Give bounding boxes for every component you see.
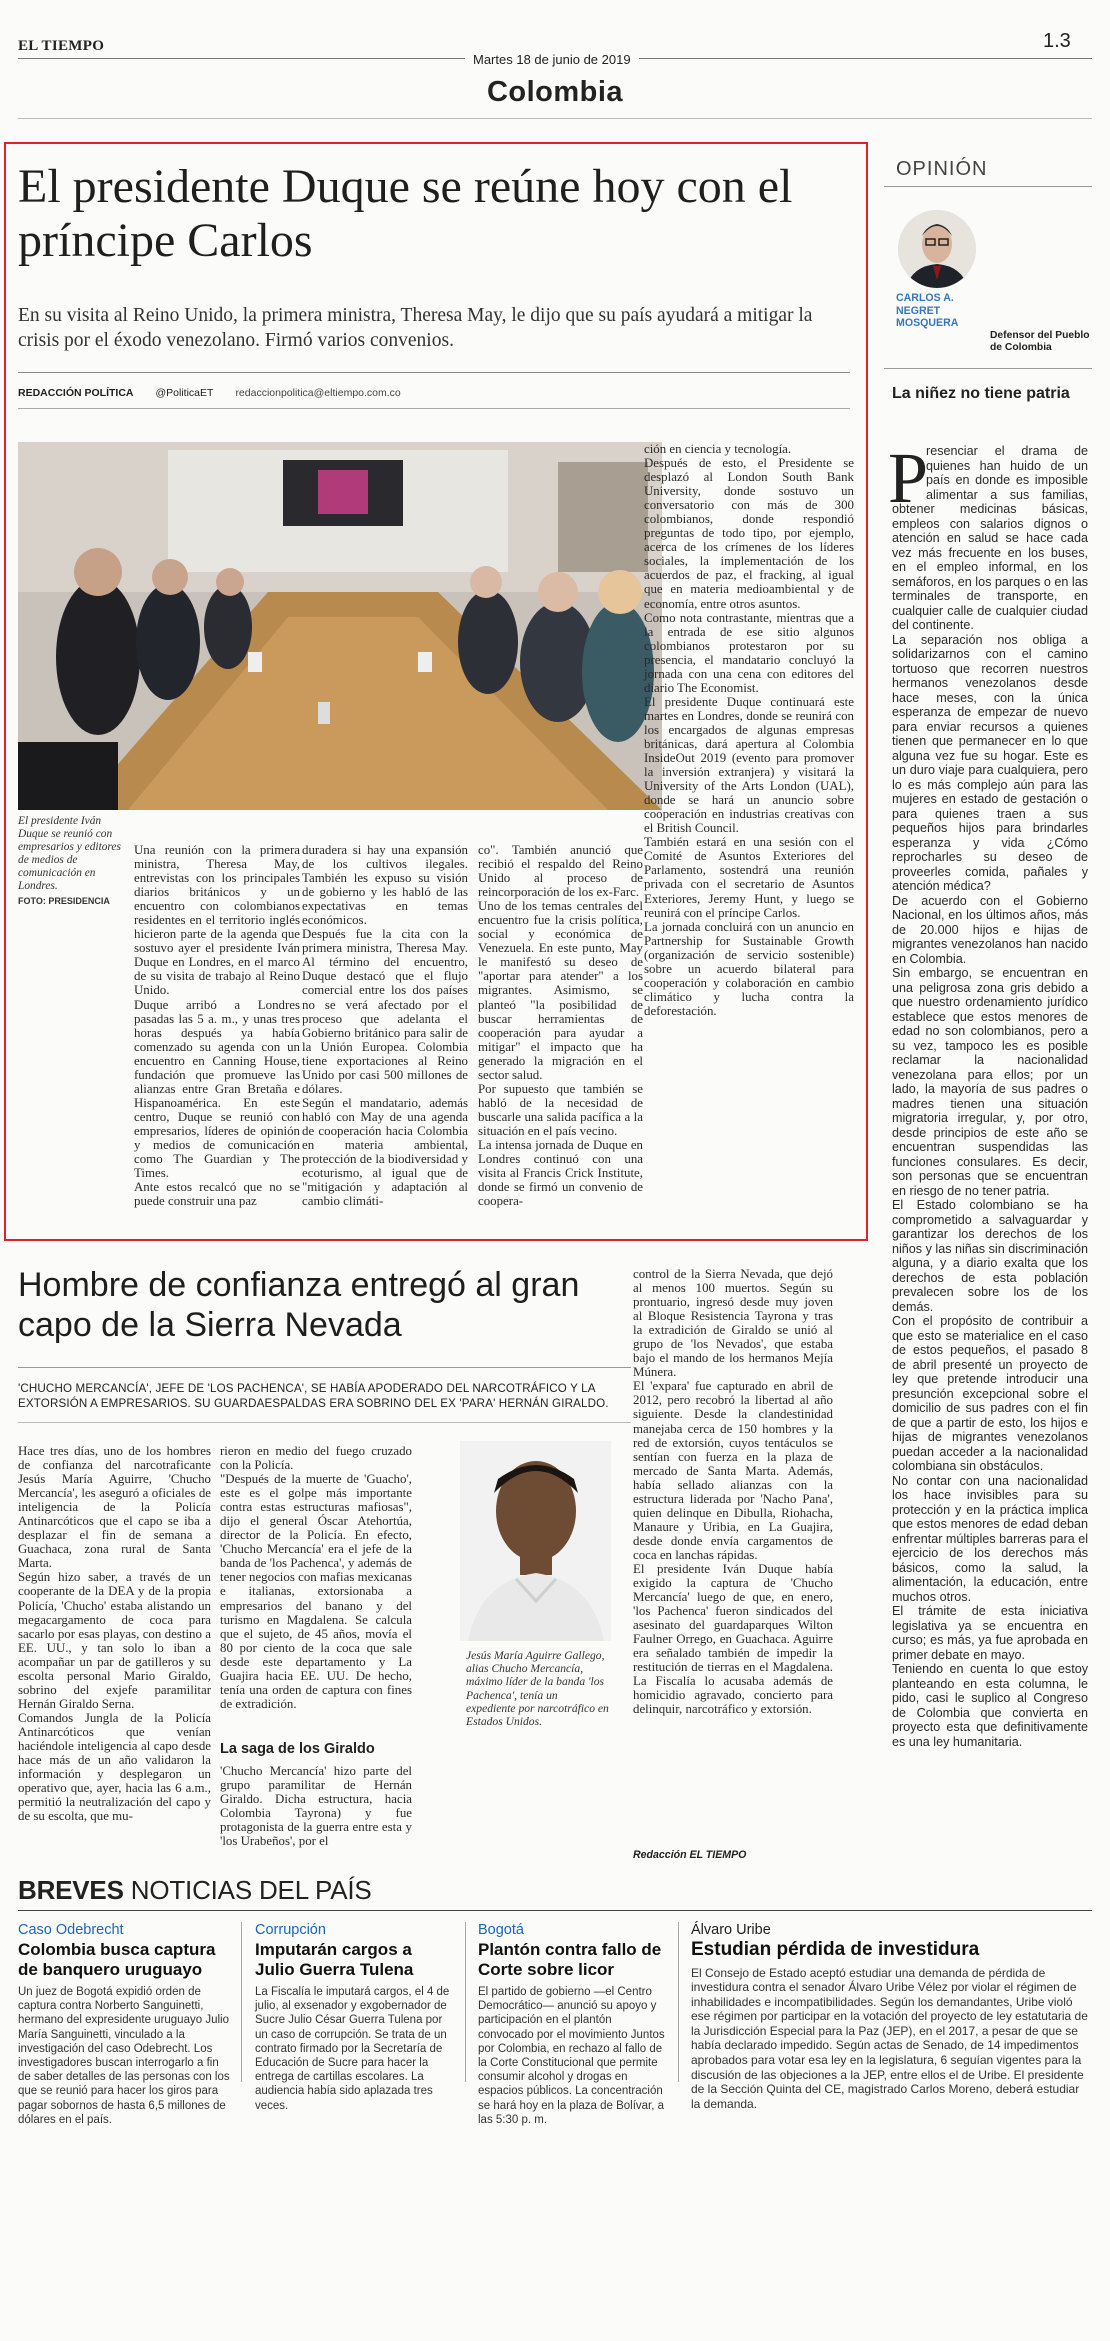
breve-body: El Consejo de Estado aceptó estudiar una demanda de pérdida de investidura contra el senador Álvaro Uribe Vélez por violar el régimen de inhabilidades e incompatibilidades. Según los demandantes, Uribe violó ese régimen por participar en la votación del proyecto de ley estatutaria de la Jurisdicción Especial para la Paz (JEP), en el 2017, a pesar de que se había declarado impedido. Según actas de Senado, de 14 impedimentos aprobados para votar esa ley en la legislatura, 6 seguían vigentes para la discusión de las objeciones a la JEP, entre ellos el de Uribe. El presidente de la Sección Quinta del CE, magistrado Carlos Moreno, deberá estudiar la demanda.	[691, 1965, 1088, 2111]
article-byline	[18, 387, 401, 399]
breves-title-bold: BREVES	[18, 1875, 124, 1905]
columnist-avatar	[898, 210, 976, 288]
opinion-body: resenciar el drama de quienes han huido de un país en donde es imposible alimentar a sus familias, obtener medicinas básicas, empleos con salarios dignos o atención en salud se hace cada vez más frecuente en los buses, en el empleo informal, en los semáforos, en los parques o en las terminales de transporte, en cualquier calle de cualquier ciudad del continente. La separación nos obliga a solidarizarnos con el camino tortuoso que recorren nuestros hermanos venezolanos desde hace meses, con la única esperanza de empezar de nuevo para enviar recursos a quienes tienen que permanecer en lo que alguna vez fue su hogar. Este es un duro viaje para cualquiera, pero lo es más complejo aún para las mujeres en estado de gestación o para quienes traen a sus pequeños hijos para brindarles esperanza y vida ¿Cómo reprocharles su deseo de proveerles comida, pañales y atención médica? De acuerdo con el Gobierno Nacional, en los últimos años, más de 20.000 hijos e hijas de migrantes venezolanos han nacido en Colombia. Sin embargo, se encuentran en una peligrosa zona gris debido a que nuestro ordenamiento jurídico establece que estos menores de edad no son colombianos, pero a su vez, tampoco les es posible reclamar la nacionalidad venezolana para ellos; por un lado, la mayoría de sus padres o madres tienen una situación migratoria irregular, y, por otro, desde principios de este año se encuentran suspendidas las funciones consulares. Es decir, son personas que se encuentran en riesgo de no tener patria. El Estado colombiano se ha comprometido a salvaguardar y garantizar los derechos de los niños y las niñas sin discriminación alguna, y a diario exalta que los derechos de esta población prevalecen sobre los de los demás. Con el propósito de contribuir a que esto se materialice en el caso de estos pequeños, el pasado 8 de abril presenté un proyecto de ley que pretende introducir una presunción excepcional sobre el domicilio de sus padres con el fin de que a partir de esto, los hijos e hijas de migrantes venezolanos puedan acceder a la nacionalidad colombiana sin obstáculos. No contar con una nacionalidad los hace invisibles para su protección y en la práctica implica que estos menores de edad deban enfrentar múltiples barreras para el ejercicio de los derechos más básicos, como la salud, la alimentación, la educación, entre muchos otros. El trámite de esta iniciativa legislativa ya se encuentra en curso; es más, ya fue aprobada en primer debate en mayo. Teniendo en cuenta lo que estoy planteando en esta columna, le pido, casi le suplico al Congreso de Colombia que convierta en proyecto esta que definitivamente es una ley humanitaria.	[892, 444, 1089, 1749]
columnist-name: CARLOS A. NEGRET MOSQUERA	[896, 292, 959, 329]
breve-kicker: Corrupción	[255, 1922, 326, 1938]
article2-column-3: control de la Sierra Nevada, que dejó al menos 100 muertos. Según su prontuario, ingresó desde muy joven al Bloque Resistencia Tayrona y tras la extradición de Giraldo se unió al grupo de 'los Nevados', que estaba bajo el mando de los hermanos Mejía Múnera. El 'expara' fue capturado en abril de 2012, pero recobró la libertad al año siguiente. Desde la clandestinidad manejaba cerca de 150 hombres y la red de extorsión, cuyos tentáculos se sentían con fuerza en la plaza de mercado de Santa Marta. Además, había sellado alianzas con la estructura liderada por 'Nacho Pana', quien delinque en Dibulla, Riohacha, Manaure y Uribia, en La Guajira, desde donde envía cargamentos de coca en lanchas rápidas. El presidente Iván Duque había exigido la captura de 'Chucho Mercancía' luego de que, en enero, 'los Pachenca' fueron sindicados del asesinato del guardaparques Wilton Faulner Orrego, en Guachaca. Aguirre era señalado también de impedir la restitución de tierras en el Magdalena. La Fiscalía lo acusaba además de homicidio agravado, concierto para delinquir, narcotráfico y extorsión.	[633, 1267, 833, 1717]
columnist-portrait	[898, 210, 976, 288]
article2-deck-rule-lower	[18, 1422, 631, 1423]
byline-desk: REDACCIÓN POLÍTICA	[18, 387, 134, 399]
caption-text: El presidente Iván Duque se reunió con empresarios y editores de medios de comunicación en Londres.	[18, 815, 121, 892]
breve-separator	[241, 1922, 242, 2082]
breve-body: El partido de gobierno —el Centro Democrático— anunció su apoyo y participación en el plantón convocado por el movimiento Juntos por Colombia, en rechazo al fallo de la Corte Constitucional que permite consumir alcohol y drogas en espacios públicos. La concentración se hará hoy en la plaza de Bolívar, a las 5:30 p. m.	[478, 1986, 665, 2126]
breve-kicker: Caso Odebrecht	[18, 1922, 124, 1938]
opinion-dropcap: P	[888, 438, 929, 518]
suspect-photo	[460, 1441, 611, 1641]
breve-headline: Plantón contra fallo de Corte sobre licor	[478, 1940, 662, 1979]
article-column-4: ción en ciencia y tecnología. Después de esto, el Presidente se desplazó al London South Bank University, donde sostuvo un conversatorio con más de 300 colombianos, donde respondió preguntas de todo tipo, por ejemplo, acerca de los crímenes de los líderes sociales, la implementación de los acuerdos de paz, el fracking, al igual que en materia medioambiental y de economía, entre otros asuntos. Como nota contrastante, mientras que a la entrada de ese sitio algunos colombianos protestaron por su presencia, el mandatario concluyó la jornada con una cena con editores del diario The Economist. El presidente Duque continuará este martes en Londres, donde se reunirá con los encargados de algunas empresas británicas, dará apertura al Colombia InsideOut 2019 (evento para promover la inversión extranjera) y visitará la University of the Arts London (UAL), donde se hará un anuncio sobre cooperación en industrias creativas con el British Council. También estará en una sesión con el Comité de Asuntos Exteriores del Parlamento, sostendrá una reunión privada con el secretario de Asuntos Exteriores, Jeremy Hunt, y luego se reunirá con el príncipe Carlos. La jornada concluirá con un anuncio en Partnership for Sustainable Growth (organización de servicio sostenible) sobre un acuerdo bilateral para cooperación y colaboración en cambio climático y lucha contra la deforestación.	[644, 442, 854, 1018]
article2-deck-rule	[18, 1367, 631, 1368]
breve-separator	[465, 1922, 466, 2082]
article2-column-2: rieron en medio del fuego cruzado con la Policía. "Después de la muerte de 'Guacho', este es el golpe más importante contra estas estructuras mafiosas", dijo el general Óscar Atehortúa, director de la Policía. En efecto, 'Chucho Mercancía' era el jefe de la banda de 'los Pachenca', y además de tener negocios con mafias mexicanas e italianas, extorsionaba a empresarios del banano y del turismo en Magdalena. Se calcula que el sujeto, de 45 años, movía el 80 por ciento de la coca que sale desde este departamento y La Guajira hacia EE. UU. De hecho, tenía una orden de captura con fines de extradición.	[220, 1444, 412, 1711]
article2-signature: Redacción EL TIEMPO	[633, 1849, 747, 1861]
breve-kicker: Álvaro Uribe	[691, 1922, 771, 1938]
breve-body: Un juez de Bogotá expidió orden de captura contra Norberto Sanguinetti, hermano del expresidente uruguayo Julio María Sanguinetti, vinculado a la investigación del caso Odebrecht. Los investigadores buscan interrogarlo a fin de saber detalles de las personas con los que se reunió para hacer los giros para pagar sobornos de hasta 6,5 millones de dólares en el país.	[18, 1986, 230, 2126]
byline-email[interactable]: redaccionpolitica@eltiempo.com.co	[235, 387, 401, 399]
byline-twitter[interactable]: @PoliticaET	[155, 387, 214, 399]
byline-rule-lower	[18, 408, 850, 409]
opinion-rule-lower	[884, 368, 1092, 369]
columnist-role: Defensor del Pueblo de Colombia	[990, 330, 1090, 353]
breve-item-2	[255, 1922, 455, 2113]
header-rule-lower	[18, 118, 1092, 119]
section-title: Colombia	[486, 76, 624, 108]
breve-headline: Colombia busca captura de banquero uruguayo	[18, 1940, 216, 1979]
opinion-rule	[884, 186, 1092, 187]
breve-item-1	[18, 1922, 230, 2127]
opinion-label: OPINIÓN	[896, 158, 988, 180]
article2-column-1: Hace tres días, uno de los hombres de confianza del narcotraficante Jesús María Aguirre, 'Chucho Mercancía', les aseguró a oficiales de inteligencia de la Policía Antinarcóticos que el capo se iba a desplazar el fin de semana a Guachaca, zona rural de Santa Marta. Según hizo saber, a través de un cooperante de la DEA y de la propia Policía, 'Chucho' estaba alistando un megacargamento de coca para sacarlo por esas playas, con destino a EE. UU., y tan solo lo iban a acompañar un par de gatilleros y su escolta personal Mario Giraldo, sobrino del exjefe paramilitar Hernán Giraldo Serna. Comandos Jungla de la Policía Antinarcóticos que venían haciéndole inteligencia al capo desde hace más de un año validaron la información y desplegaron un operativo que, ayer, hacia las 6 a.m., permitió la neutralización del capo y de su escolta, que mu-	[18, 1444, 211, 1824]
opinion-headline: La niñez no tiene patria	[892, 385, 1070, 402]
breve-separator	[678, 1922, 679, 2082]
article2-deck: 'CHUCHO MERCANCÍA', JEFE DE 'LOS PACHENCA', SE HABÍA APODERADO DEL NARCOTRÁFICO Y LA EXTORSIÓN A EMPRESARIOS. SU GUARDAESPALDAS ERA SOBRINO DEL EX 'PARA' HERNÁN GIRALDO.	[18, 1382, 609, 1410]
breve-headline: Estudian pérdida de investidura	[691, 1939, 980, 1960]
breve-item-4	[691, 1922, 1091, 2111]
meeting-photo	[18, 442, 662, 810]
meeting-room-illustration	[18, 442, 662, 810]
article2-column-2b: 'Chucho Mercancía' hizo parte del grupo paramilitar de Hernán Giraldo. Dicha estructura, hacia Colombia Tayrona) y fue protagonista de la guerra entre esta y 'los Urabeños', por el	[220, 1764, 412, 1849]
byline-rule	[18, 372, 850, 373]
article-column-1: Una reunión con la primera ministra, Theresa May, entrevistas con los principales diarios británicos y un encuentro con colombianos residentes en el territorio inglés hicieron parte de la agenda que sostuvo ayer el presidente Iván Duque en Londres, en el marco de su visita de trabajo al Reino Unido. Duque arribó a Londres pasadas las 5 a. m., y unas tres horas después ya había comenzado su agenda con un encuentro en Canning House, fundación que promueve las alianzas entre Gran Bretaña e Hispanoamérica. En este centro, Duque se reunió con empresarios, líderes de opinión y medios de comunicación como The Guardian y The Times. Ante estos recalcó que no se puede construir una paz	[134, 843, 300, 1209]
dropcap-spacer	[892, 444, 926, 500]
breves-rule	[18, 1910, 1092, 1911]
edition-date: Martes 18 de junio de 2019	[465, 52, 639, 67]
suspect-photo-caption: Jesús María Aguirre Gallego, alias Chucho Mercancía, máximo líder de la banda 'los Pachenca', tenía un expediente por narcotráfico en Estados Unidos.	[466, 1649, 609, 1729]
portrait-illustration	[460, 1441, 611, 1641]
article-column-3: co". También anunció que recibió el respaldo del Reino Unido al proceso de reincorporación de los ex-Farc. Uno de los temas centrales del encuentro fue la crisis política, social y económica de Venezuela. En este punto, May le manifestó su deseo de "aportar para atender" a los migrantes. Asimismo, se planteó "la posibilidad de buscar herramientas de cooperación para ayudar a mitigar" el impacto que ha generado la migración en el sector salud. Por supuesto que también se habló de la necesidad de buscarle una salida pacífica a la situación en el país vecino. La intensa jornada de Duque en Londres continuó con una visita al Francis Crick Institute, donde se firmó un convenio de coopera-	[478, 843, 643, 1209]
page-number: 1.3	[1043, 30, 1071, 52]
breve-kicker: Bogotá	[478, 1922, 524, 1938]
article2-headline: Hombre de confianza entregó al gran capo de la Sierra Nevada	[18, 1266, 580, 1344]
breve-headline: Imputarán cargos a Julio Guerra Tulena	[255, 1940, 414, 1979]
breves-title	[18, 1875, 372, 1906]
breve-item-3	[478, 1922, 668, 2127]
breves-title-rest: NOTICIAS DEL PAÍS	[130, 1875, 372, 1905]
article-deck: En su visita al Reino Unido, la primera ministra, Theresa May, le dijo que su país ayudará a mitigar la crisis por el éxodo venezolano. Firmó varios convenios.	[18, 305, 813, 351]
article-headline: El presidente Duque se reúne hoy con el príncipe Carlos	[18, 160, 793, 267]
article2-subhead: La saga de los Giraldo	[220, 1741, 375, 1757]
article-column-2: duradera si hay una expansión de los cultivos ilegales. También les expuso su visión de gobierno y les habló de las expectativas en temas económicos. Después fue la cita con la primera ministra, Theresa May. Al término del encuentro, Duque destacó que el flujo comercial entre los dos países no se verá afectado por el proceso que adelanta el Gobierno británico para salir de la Unión Europea. Colombia tiene exportaciones al Reino Unido por casi 500 millones de dólares. Según el mandatario, además habló con May de una agenda de cooperación hacia Colombia en materia ambiental, protección de la biodiversidad y ecoturismo, al igual que de "mitigación y adaptación al cambio climáti-	[302, 843, 468, 1209]
photo-caption	[18, 815, 128, 908]
photo-credit: FOTO: PRESIDENCIA	[18, 896, 110, 906]
breve-body: La Fiscalía le imputará cargos, el 4 de julio, al exsenador y exgobernador de Sucre Julio César Guerra Tulena por un caso de corrupción. Se trata de un contrato firmado por la Secretaría de Educación de Sucre para hacer la entrega de cartillas escolares. La audiencia había sido aplazada tres veces.	[255, 1986, 450, 2112]
newspaper-brand: EL TIEMPO	[18, 38, 105, 54]
